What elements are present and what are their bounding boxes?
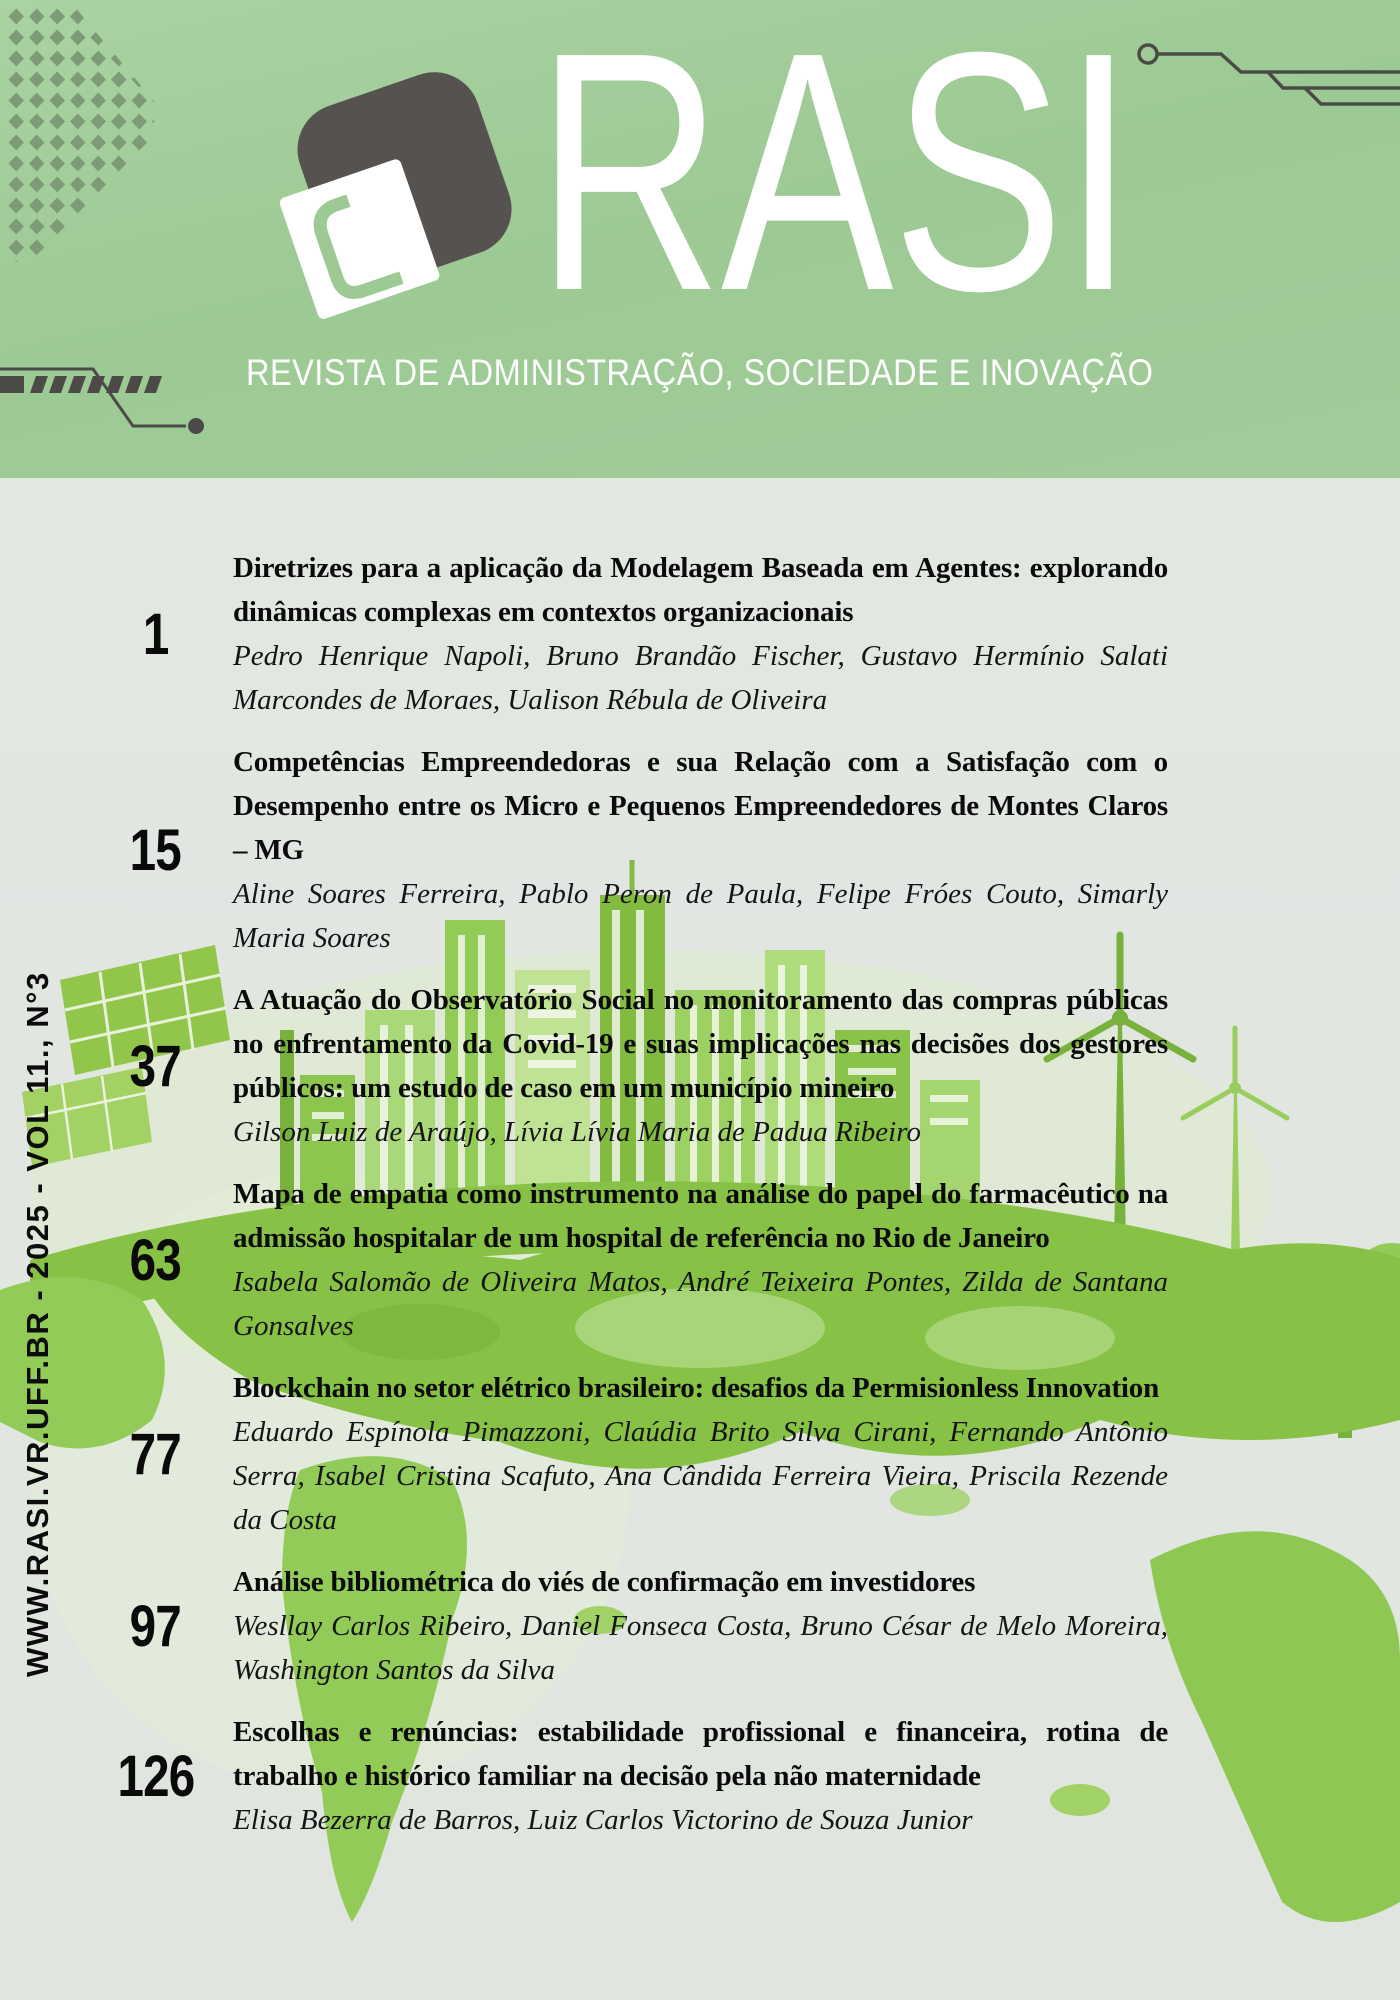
article-title: Blockchain no setor elétrico brasileiro: desafios da Permisionless Innovation (233, 1372, 1160, 1404)
toc-entry (0, 1560, 1400, 1692)
journal-title: RASI (536, 0, 1134, 362)
article-title: Escolhas e renúncias: estabilidade profissional e financeira, rotina de trabalho e histórico familiar na decisão pela não maternidade (233, 1716, 1168, 1792)
article-authors: Aline Soares Ferreira, Pablo Peron de Paula, Felipe Fróes Couto, Simarly Maria Soares (233, 878, 1168, 954)
article-title: A Atuação do Observatório Social no monitoramento das compras públicas no enfrentamento da Covid-19 e suas implicações nas decisões dos gestores públicos: um estudo de caso em um município mineiro (233, 984, 1168, 1104)
article-authors: Eduardo Espínola Pimazzoni, Claúdia Brito Silva Cirani, Fernando Antônio Serra, Isabel Cristina Scafuto, Ana Cândida Ferreira Vieira, Priscila Rezende da Costa (233, 1416, 1168, 1536)
article-title: Competências Empreendedoras e sua Relação com a Satisfação com o Desempenho entre os Micro e Pequenos Empreendedores de Montes Claros – MG (233, 746, 1168, 866)
website-volume-vertical-label: WWW.RASI.VR.UFF.BR - 2025 - VOL 11., N°3 (20, 971, 55, 1677)
rasi-logo-icon (252, 62, 532, 322)
circuit-stripes-icon (0, 360, 235, 450)
circuit-trace-icon (1090, 0, 1400, 120)
article-authors: Pedro Henrique Napoli, Bruno Brandão Fischer, Gustavo Hermínio Salati Marcondes de Moraes, Ualison Rébula de Oliveira (233, 640, 1168, 716)
article-authors: Elisa Bezerra de Barros, Luiz Carlos Victorino de Souza Junior (233, 1804, 973, 1836)
article-authors: Isabela Salomão de Oliveira Matos, André Teixeira Pontes, Zilda de Santana Gonsalves (233, 1266, 1168, 1342)
toc-entry (0, 546, 1400, 722)
toc-entry (0, 978, 1400, 1154)
page-number: 37 (129, 1033, 182, 1099)
page-number: 126 (117, 1743, 194, 1809)
toc-entry (0, 1710, 1400, 1842)
page-number: 97 (129, 1593, 182, 1659)
page-number: 1 (142, 601, 169, 667)
cover-header (0, 0, 1400, 478)
toc-entry (0, 1366, 1400, 1542)
page-number: 63 (129, 1227, 182, 1293)
page-number: 77 (129, 1421, 182, 1487)
toc-entry (0, 740, 1400, 960)
article-title: Diretrizes para a aplicação da Modelagem Baseada em Agentes: explorando dinâmicas complexas em contextos organizacionais (233, 552, 1168, 628)
article-authors: Gilson Luiz de Araújo, Lívia Lívia Maria de Padua Ribeiro (233, 1116, 921, 1148)
table-of-contents (0, 546, 1400, 1860)
article-title: Mapa de empatia como instrumento na análise do papel do farmacêutico na admissão hospitalar de um hospital de referência no Rio de Janeiro (233, 1178, 1168, 1254)
page-number: 15 (129, 817, 182, 883)
toc-entry (0, 1172, 1400, 1348)
journal-subtitle: REVISTA DE ADMINISTRAÇÃO, SOCIEDADE E INOVAÇÃO (246, 352, 1154, 393)
diamond-pattern-icon (6, 6, 158, 262)
article-title: Análise bibliométrica do viés de confirmação em investidores (233, 1566, 976, 1598)
article-authors: Wesllay Carlos Ribeiro, Daniel Fonseca Costa, Bruno César de Melo Moreira, Washington Santos da Silva (233, 1610, 1168, 1686)
